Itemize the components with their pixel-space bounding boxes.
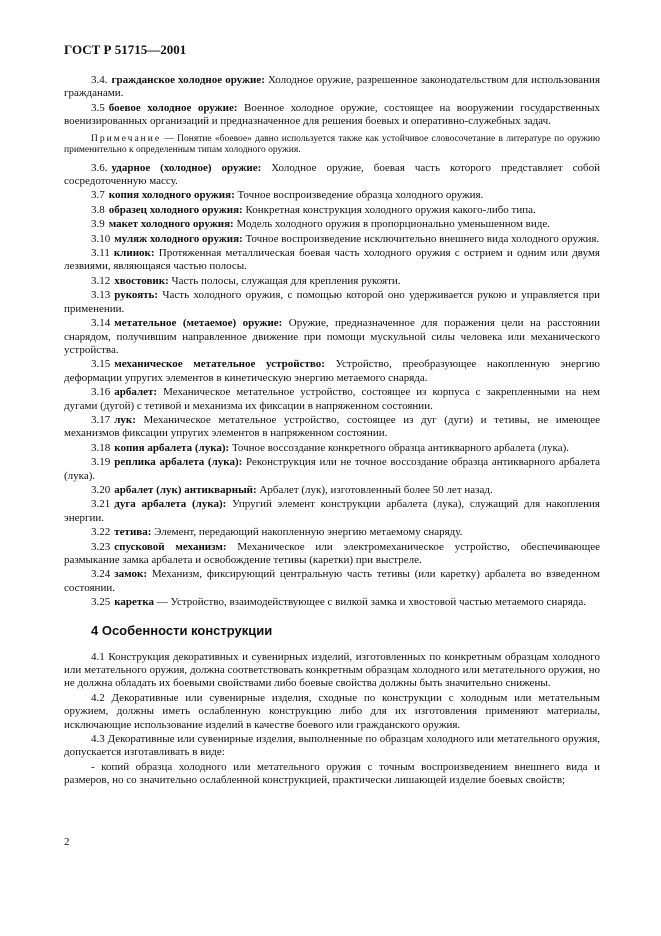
definition-term: образец холодного оружия: [108,203,243,216]
definition-term: макет холодного оружия: [108,218,234,231]
page-number: 2 [64,836,70,848]
definition-text: Конкретная конструкция холодного оружия какого-либо типа. [245,203,536,216]
definition-text: Арбалет (лук), изготовленный более 50 лет назад. [259,483,493,496]
definition-number: 3.22 [91,526,111,539]
definition-item [64,568,600,595]
definition-text: Холодное оружие, боевая часть которого представляет собой сосредоточенную массу. [64,161,601,188]
definitions-list-b [64,162,600,610]
definition-item [64,358,600,385]
definition-item [64,204,600,217]
definition-number: 3.11 [91,247,110,260]
definition-term: арбалет (лук) антикварный: [114,483,257,496]
definition-text: Точное воспроизведение исключительно внешнего вида холодного оружия. [245,232,600,245]
definition-text: Военное холодное оружие, состоящее на вооружении государственных военизированных организаций и предназначенное для решения боевых и оперативно-служебных задач. [64,101,600,128]
definition-item [64,317,600,357]
definition-item [64,456,600,483]
definition-term: муляж холодного оружия: [114,232,243,245]
definition-term: замок: [114,568,148,581]
definition-item [64,247,600,274]
definition-number: 3.20 [91,483,111,496]
definition-term: рукоять: [114,289,159,302]
definition-term: дуга арбалета (лука): [114,498,227,511]
definition-text: Механизм, фиксирующий центральную часть тетивы (или каретку) арбалета во взведенном состоянии. [64,568,601,594]
definition-text: Механическое метательное устройство, состоящее из корпуса с закрепленными на нем дугами (дугой) с тетивой и механизма их фиксации в напряженном состоянии. [64,386,601,412]
definition-text: Устройство, преобразующее накопленную энергию деформации упругих элементов в кинетическую энергию метаемого снаряда. [64,358,600,384]
definition-term: арбалет: [114,386,158,399]
note-text: — Понятие «боевое» давно используется также как устойчивое словосочетание в литературе по оружию применительно к определенным типам холодного оружия. [64,133,600,156]
section-paragraph: 4.2 Декоративные или сувенирные изделия, сходные по конструкции с холодным или метательным оружием, должны иметь ослабленную конструкцию либо для их изготовления применяют материалы, исключающие использование изделий в качестве боевого или гражданского оружия. [64,691,600,731]
definition-text: Точное воспроизведение образца холодного оружия. [237,189,484,202]
definition-number: 3.6. [91,161,108,174]
definition-number: 3.16 [91,386,111,399]
definition-item [64,526,600,539]
section-paragraphs [64,651,600,788]
definition-text: Часть холодного оружия, с помощью которой оно удерживается рукою и управляется при применении. [64,289,601,315]
definition-term: хвостовик: [114,274,169,287]
definition-term: тетива: [114,526,152,539]
definition-term: спусковой механизм: [114,540,227,553]
definition-number: 3.17 [91,413,111,426]
section-title: 4 Особенности конструкции [91,622,273,638]
definition-item [64,74,600,101]
definition-term: клинок: [113,247,155,260]
definition-item [64,218,600,231]
section-paragraph: 4.1 Конструкция декоративных и сувенирных изделий, изготовленных по конкретным образцам холодного или метательного оружия, должна соответствовать конкретным образцам холодного или метательного оружия, но не должна обладать их боевыми свойствами либо боевые свойства должны быть значительно снижены. [64,650,600,690]
definition-item [64,162,600,189]
definition-item [64,498,600,525]
definition-term: лук: [114,413,136,426]
definition-text: Точное воссоздание конкретного образца антикварного арбалета (лука). [231,441,570,454]
definition-term: механическое метательное устройство: [114,358,325,371]
standard-header: ГОСТ Р 51715—2001 [64,42,187,57]
definition-number: 3.15 [91,358,111,371]
definition-text: Протяженная металлическая боевая часть холодного оружия с острием и одним или двумя лезвиями, являющаяся частью полосы. [64,247,600,273]
definition-number: 3.4. [91,74,108,86]
definition-number: 3.13 [91,289,111,302]
definition-number: 3.12 [91,274,111,287]
definition-item [64,596,600,609]
definition-item [64,189,600,202]
definition-item [64,275,600,288]
definitions-list-a [64,74,600,129]
definition-term: боевое холодное оружие: [108,101,238,114]
definition-text: Холодное оружие, разрешенное законодательством для использования гражданами. [64,74,601,100]
definition-number: 3.23 [91,540,111,553]
definition-term: каретка [114,596,154,609]
definition-text: Часть полосы, служащая для крепления рукояти. [171,274,401,287]
definition-text: Оружие, предназначенное для поражения цели на расстоянии снарядом, получившим направленное движение при помощи мускульной силы человека или механического устройства. [64,317,600,356]
definition-item [64,541,600,568]
section-paragraph: 4.3 Декоративные или сувенирные изделия, выполненные по образцам холодного или метательного оружия, допускается изготавливать в виде: [64,733,600,759]
note [64,134,600,157]
section-paragraph: - копий образца холодного или метательного оружия с точным воспроизведением внешнего вида и размеров, но со значительно ослабленной конструкцией, практически лишающей изделие боевых свойств; [64,760,600,787]
definition-item [64,442,600,455]
definition-term: ударное (холодное) оружие: [111,161,262,174]
definition-item [64,414,600,441]
definition-number: 3.24 [91,568,111,581]
definition-text: Элемент, передающий накопленную энергию метаемому снаряду. [154,526,463,539]
definition-number: 3.18 [91,441,111,454]
definition-number: 3.19 [91,456,111,469]
definition-text: Механическое или электромеханическое устройство, обеспечивающее размыкание замка арбалета и освобождение тетивы (каретки) при выстреле. [64,540,601,566]
definition-term: копия холодного оружия: [108,189,235,202]
definition-item [64,289,600,316]
definition-number: 3.25 [91,596,111,609]
definition-term: гражданское холодное оружие: [111,74,265,86]
definition-text: — Устройство, взаимодействующее с вилкой замка и хвостовой частью метаемого снаряда. [156,596,586,609]
definition-text: Упругий элемент конструкции арбалета (лука), служащий для накопления энергии. [64,498,600,524]
definition-item [64,484,600,497]
definition-item [64,102,600,129]
definition-item [64,386,600,413]
definition-number: 3.5 [91,101,105,114]
definition-number: 3.7 [91,189,105,202]
definition-text: Реконструкция или не точное воссоздание образца антикварного арбалета (лука). [64,456,601,482]
definition-text: Модель холодного оружия в пропорционально уменьшенном виде. [236,218,550,231]
definition-text: Механическое метательное устройство, состоящее из дуг (дуги) и тетивы, не имеющее механизмов фиксации упругих элементов в напряженном состоянии. [64,413,601,440]
definition-item [64,233,600,246]
definition-term: реплика арбалета (лука): [114,456,243,469]
definition-number: 3.21 [91,498,111,511]
document-body [64,74,600,789]
definition-number: 3.9 [91,218,105,231]
definition-term: копия арбалета (лука): [114,441,230,454]
note-label: Примечание [91,133,162,144]
definition-number: 3.14 [91,317,111,330]
definition-term: метательное (метаемое) оружие: [114,317,283,330]
definition-number: 3.10 [91,232,111,245]
definition-number: 3.8 [91,203,105,216]
